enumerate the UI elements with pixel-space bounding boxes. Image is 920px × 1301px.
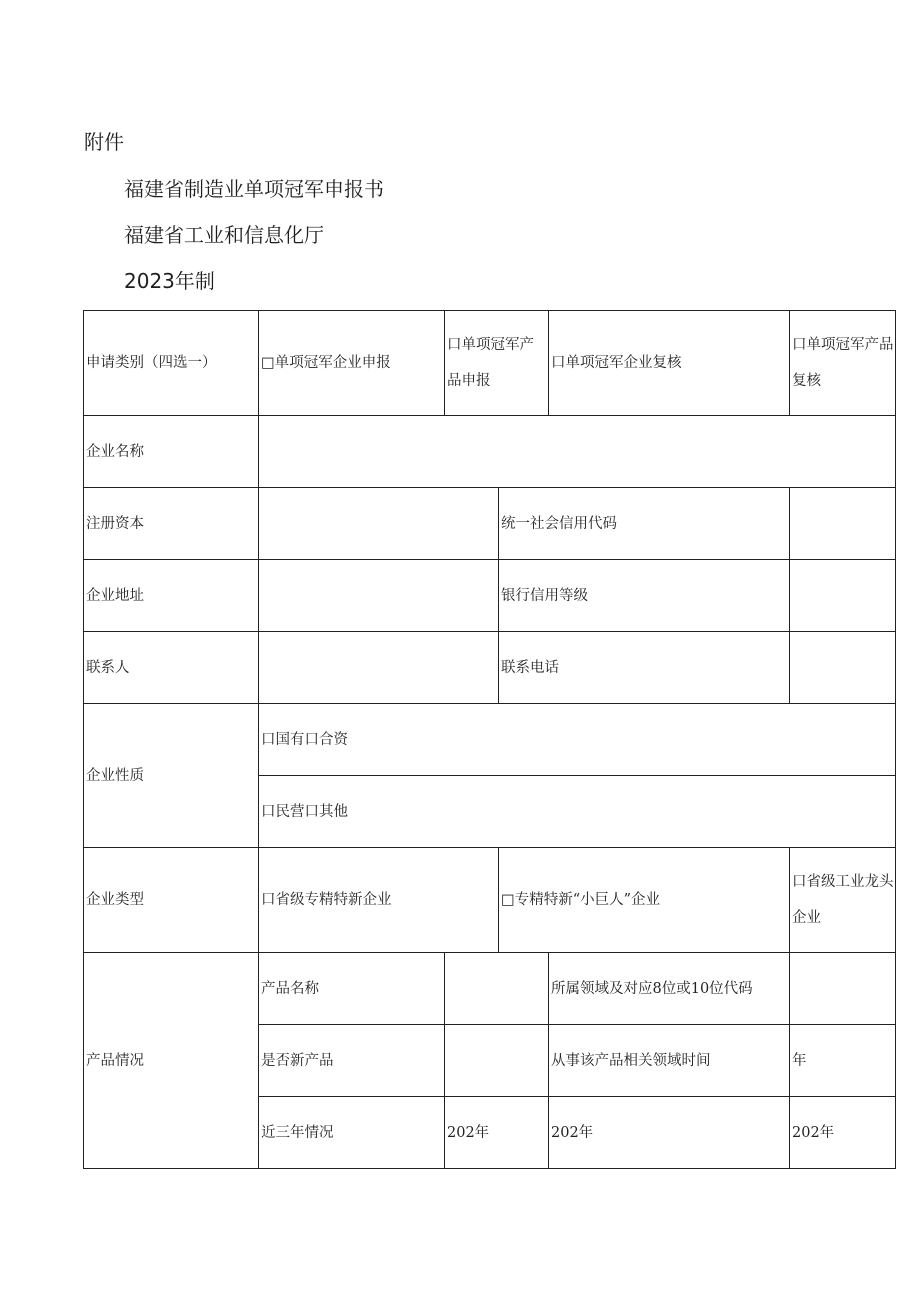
registered-capital-field[interactable]: [259, 488, 499, 560]
option-champion-enterprise-review[interactable]: 口单项冠军企业复核: [549, 311, 790, 416]
company-name-field[interactable]: [259, 416, 896, 488]
option-provincial-leading-enterprise[interactable]: 口省级工业龙头企业: [790, 848, 896, 953]
field-code-label: 所属领域及对应8位或10位代码: [549, 953, 790, 1025]
company-nature-options-2[interactable]: 口民营口其他: [259, 776, 896, 848]
registered-capital-label: 注册资本: [84, 488, 259, 560]
product-name-label: 产品名称: [259, 953, 445, 1025]
company-name-row: [84, 416, 896, 488]
contact-phone-label: 联系电话: [499, 632, 790, 704]
field-code-field[interactable]: [790, 953, 896, 1025]
option-champion-enterprise-apply[interactable]: □单项冠军企业申报: [259, 311, 445, 416]
company-type-row: [84, 848, 896, 953]
company-nature-label: 企业性质: [84, 704, 259, 848]
application-form-table: [83, 310, 896, 1169]
option-provincial-specialized-enterprise[interactable]: 口省级专精特新企业: [259, 848, 499, 953]
document-title: 福建省制造业单项冠军申报书: [124, 177, 384, 201]
company-name-label: 企业名称: [84, 416, 259, 488]
is-new-product-label: 是否新产品: [259, 1025, 445, 1097]
contact-row: [84, 632, 896, 704]
company-nature-row-1: [84, 704, 896, 776]
issuer-name: 福建省工业和信息化厅: [124, 223, 324, 247]
bank-credit-rating-field[interactable]: [790, 560, 896, 632]
company-type-label: 企业类型: [84, 848, 259, 953]
year-3-field[interactable]: 202年: [790, 1097, 896, 1169]
years-in-field-field[interactable]: 年: [790, 1025, 896, 1097]
edition-year: 2023年制: [124, 269, 215, 293]
credit-code-label: 统一社会信用代码: [499, 488, 790, 560]
contact-person-label: 联系人: [84, 632, 259, 704]
application-category-row: [84, 311, 896, 416]
credit-code-field[interactable]: [790, 488, 896, 560]
year-2-field[interactable]: 202年: [549, 1097, 790, 1169]
contact-person-field[interactable]: [259, 632, 499, 704]
product-name-field[interactable]: [445, 953, 549, 1025]
option-champion-product-review[interactable]: 口单项冠军产品复核: [790, 311, 896, 416]
option-champion-product-apply[interactable]: 口单项冠军产品申报: [445, 311, 549, 416]
option-little-giant-enterprise[interactable]: □专精特新“小巨人”企业: [499, 848, 790, 953]
address-label: 企业地址: [84, 560, 259, 632]
application-category-label: 申请类别（四选一）: [84, 311, 259, 416]
registered-capital-row: [84, 488, 896, 560]
years-in-field-label: 从事该产品相关领域时间: [549, 1025, 790, 1097]
contact-phone-field[interactable]: [790, 632, 896, 704]
address-row: [84, 560, 896, 632]
bank-credit-rating-label: 银行信用等级: [499, 560, 790, 632]
company-nature-options-1[interactable]: 口国有口合资: [259, 704, 896, 776]
year-1-field[interactable]: 202年: [445, 1097, 549, 1169]
is-new-product-field[interactable]: [445, 1025, 549, 1097]
product-info-label: 产品情况: [84, 953, 259, 1169]
recent-three-years-label: 近三年情况: [259, 1097, 445, 1169]
attachment-label: 附件: [84, 130, 124, 154]
address-field[interactable]: [259, 560, 499, 632]
product-row-1: [84, 953, 896, 1025]
